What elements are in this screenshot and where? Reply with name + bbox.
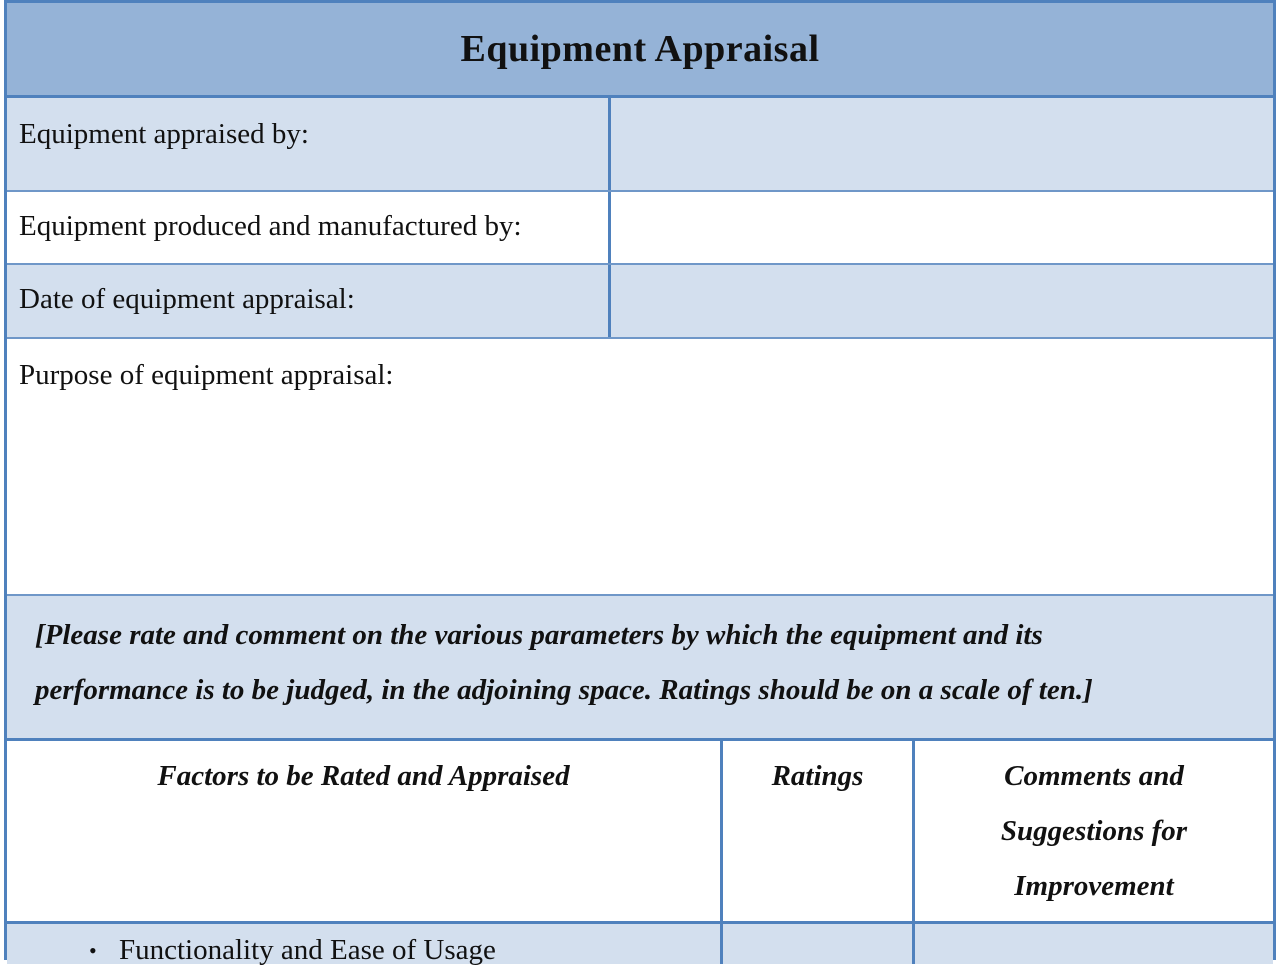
appraisal-form [4,0,1276,966]
header-ratings: Ratings [723,741,915,921]
rating-cell[interactable] [723,924,915,964]
instruction-row [7,596,1273,741]
input-appraised-by[interactable] [611,98,1273,190]
table-row [7,924,1273,964]
instruction-line-2: performance is to be judged, in the adjoining space. Ratings should be on a scale of ten.] [35,674,1093,706]
factor-cell [7,924,723,964]
header-factors: Factors to be Rated and Appraised [7,741,723,921]
factor-label: Functionality and Ease of Usage [119,934,496,966]
table-header-row [7,741,1273,924]
input-appraisal-date[interactable] [611,265,1273,337]
comment-cell[interactable] [915,924,1273,964]
label-appraisal-date: Date of equipment appraisal: [7,265,611,337]
instruction-line-1: [Please rate and comment on the various parameters by which the equipment and its [35,619,1043,651]
bullet-icon: • [89,938,97,963]
label-appraised-by: Equipment appraised by: [7,98,611,190]
row-appraised-by [7,98,1273,192]
form-title: Equipment Appraisal [460,28,820,70]
row-appraisal-date [7,265,1273,339]
label-purpose: Purpose of equipment appraisal: [19,359,394,391]
label-manufactured-by: Equipment produced and manufactured by: [7,192,611,263]
row-purpose[interactable] [7,339,1273,596]
input-manufactured-by[interactable] [611,192,1273,263]
row-manufactured-by [7,192,1273,265]
form-title-bar [7,0,1273,98]
instruction-text [35,608,1233,718]
header-comments: Comments and Suggestions for Improvement [1000,760,1188,902]
